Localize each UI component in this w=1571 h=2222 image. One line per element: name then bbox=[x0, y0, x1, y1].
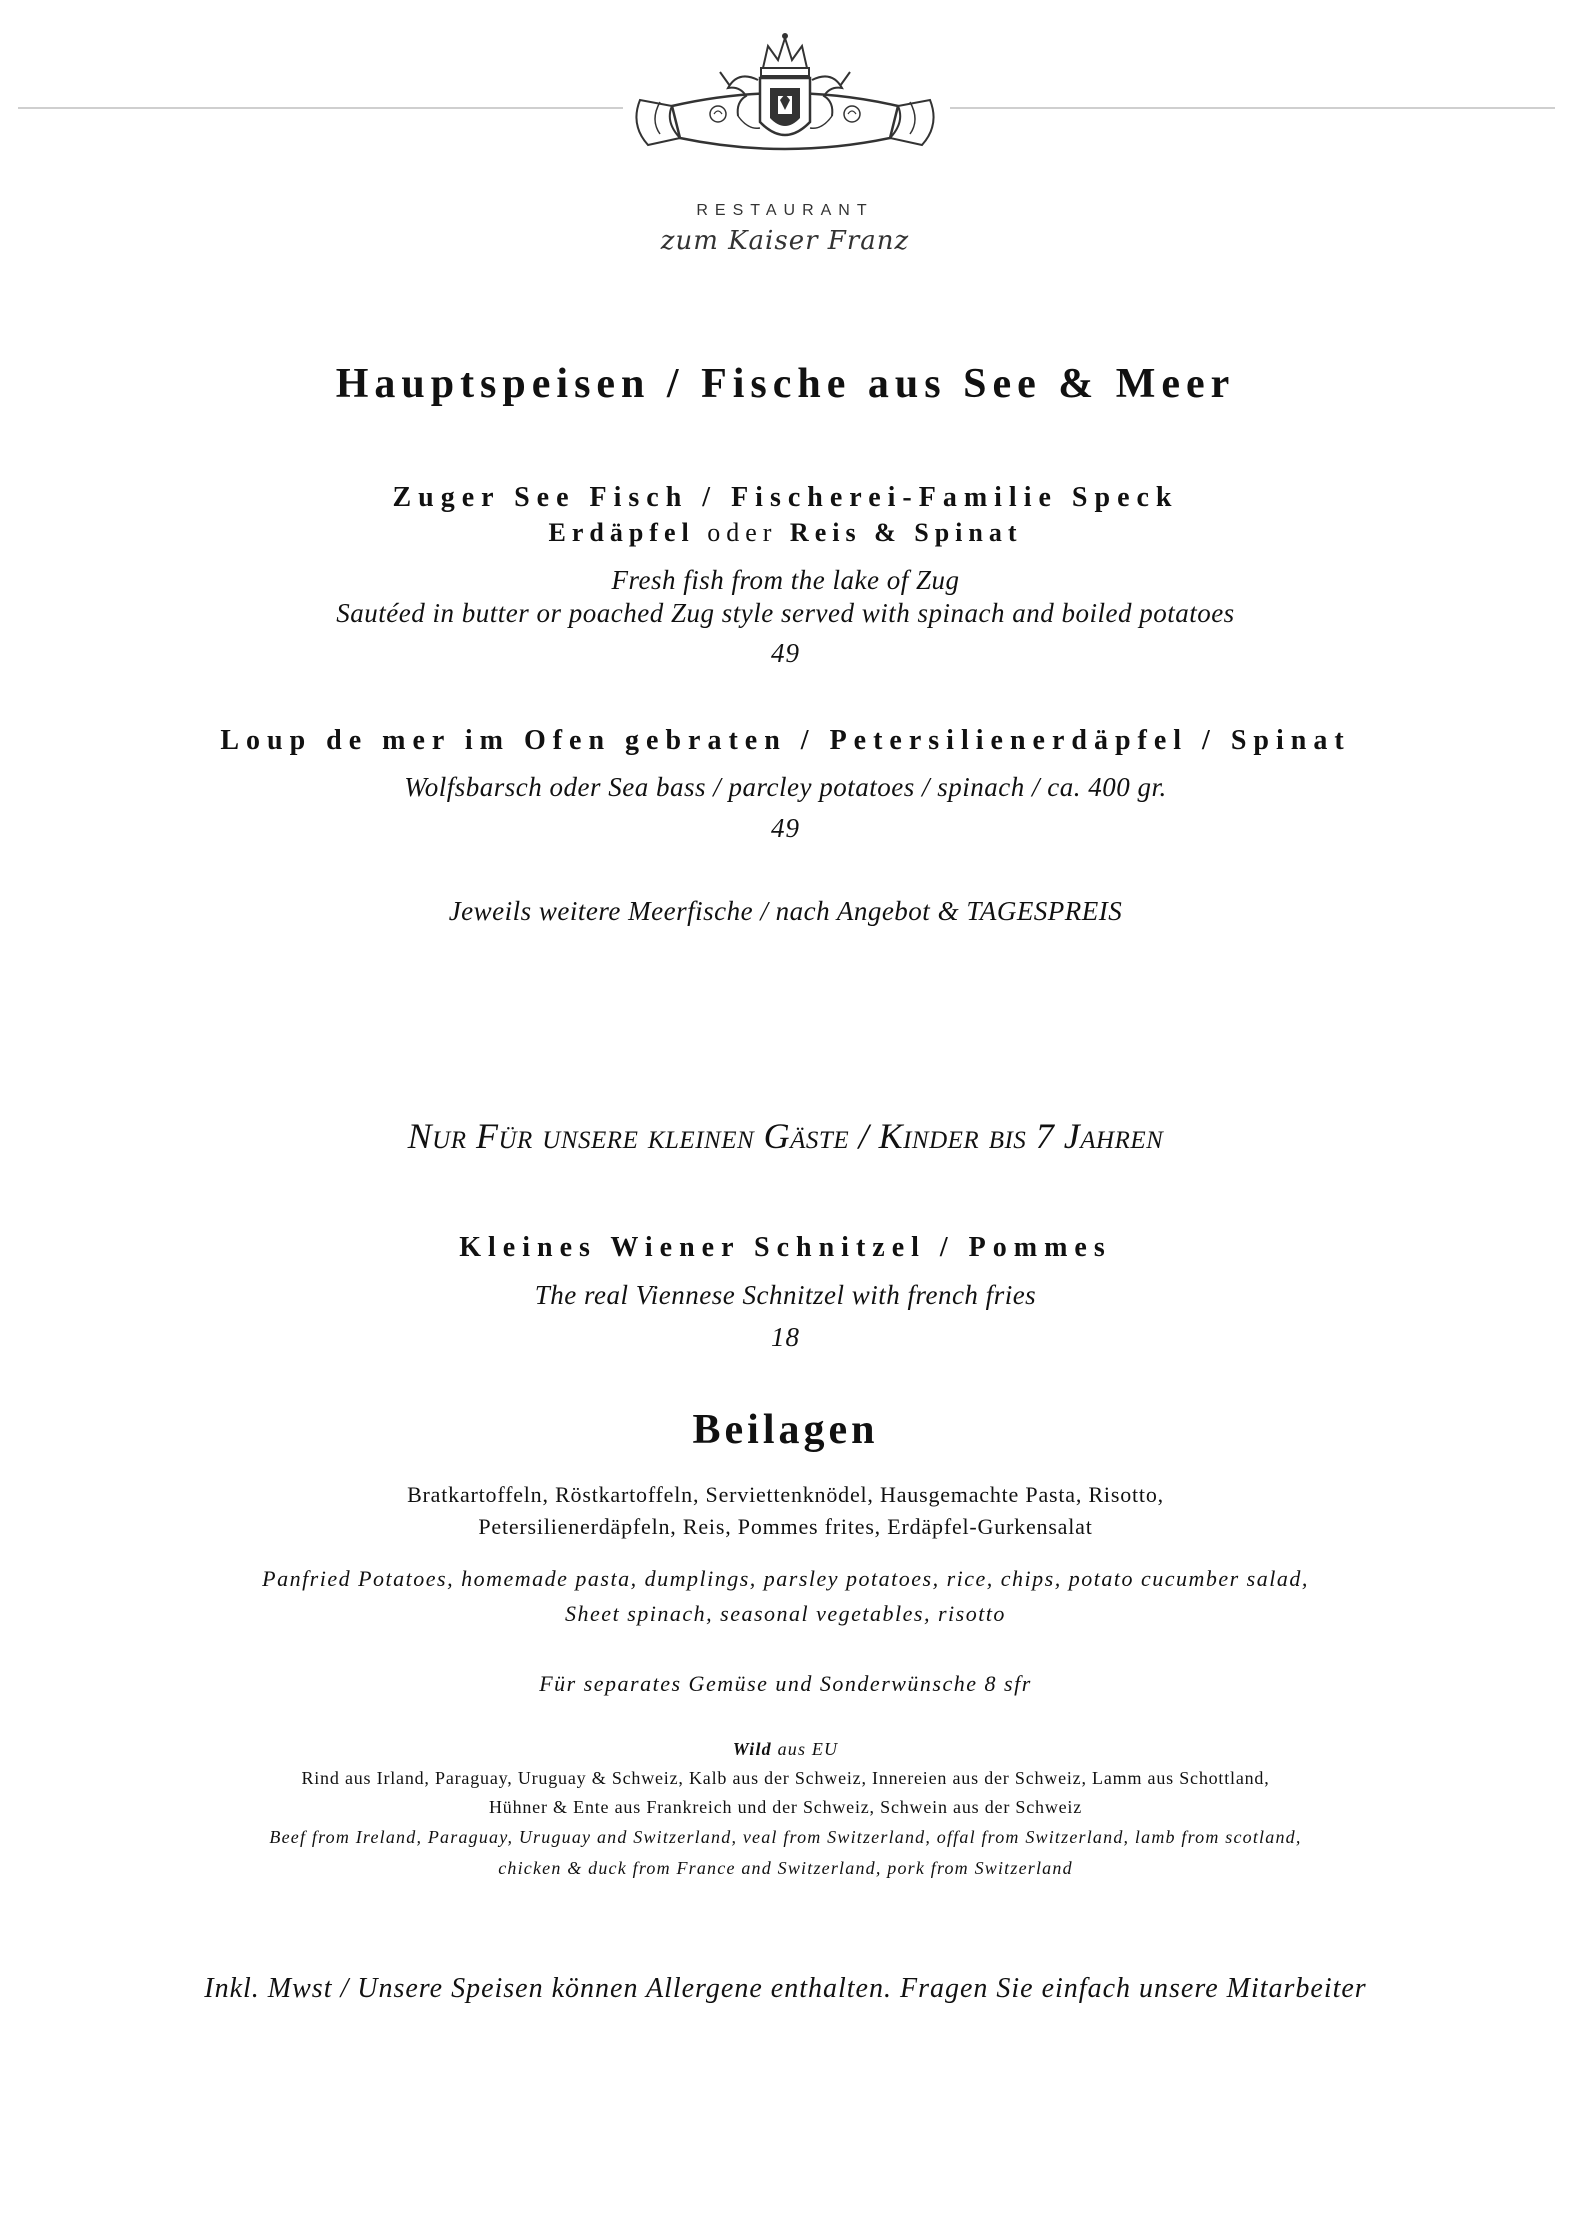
dish1-sub-part2: oder bbox=[707, 518, 778, 547]
origin-wild-rest: aus EU bbox=[777, 1739, 839, 1759]
kids-dish-desc: The real Viennese Schnitzel with french fries bbox=[534, 1280, 1037, 1310]
sides-section-title: Beilagen bbox=[692, 1407, 879, 1453]
logo-restaurant-word: RESTAURANT bbox=[696, 202, 874, 219]
origin-en-line2: chicken & duck from France and Switzerland, pork from Switzerland bbox=[498, 1858, 1073, 1878]
footer-note: Inkl. Mwst / Unsere Speisen können Allergene enthalten. Fragen Sie einfach unsere Mitarbeiter bbox=[204, 1973, 1367, 2004]
origin-en-line1: Beef from Ireland, Paraguay, Uruguay and Switzerland, veal from Switzerland, offal from Switzerland, lamb from scotland, bbox=[269, 1827, 1302, 1847]
dish1-title: Zuger See Fisch / Fischerei-Familie Speck bbox=[392, 482, 1179, 513]
dish2-desc: Wolfsbarsch oder Sea bass / parcley potatoes / spinach / ca. 400 gr. bbox=[404, 772, 1167, 802]
kids-dish-price: 18 bbox=[771, 1322, 800, 1352]
sides-en-line1: Panfried Potatoes, homemade pasta, dumplings, parsley potatoes, rice, chips, potato cucumber salad, bbox=[262, 1566, 1309, 1591]
dish1-desc1: Fresh fish from the lake of Zug bbox=[611, 565, 960, 595]
dish1-subtitle bbox=[0, 518, 1571, 548]
dish1-desc2: Sautéed in butter or poached Zug style served with spinach and boiled potatoes bbox=[336, 598, 1235, 628]
dish2-price: 49 bbox=[771, 813, 800, 843]
dish1-sub-part3: Reis & Spinat bbox=[789, 518, 1023, 547]
logo-restaurant-name: zum Kaiser Franz bbox=[660, 226, 910, 256]
origin-de-line2: Hühner & Ente aus Frankreich und der Schweiz, Schwein aus der Schweiz bbox=[488, 1797, 1083, 1817]
fish-section-title: Hauptspeisen / Fische aus See & Meer bbox=[335, 361, 1236, 407]
dish2-title: Loup de mer im Ofen gebraten / Petersilienerdäpfel / Spinat bbox=[220, 725, 1351, 756]
dish1-price: 49 bbox=[771, 638, 800, 668]
dish1-sub-part1: Erdäpfel bbox=[548, 518, 695, 547]
sides-en-line2: Sheet spinach, seasonal vegetables, risotto bbox=[565, 1601, 1006, 1626]
origin-de-line1: Rind aus Irland, Paraguay, Uruguay & Schweiz, Kalb aus der Schweiz, Innereien aus der Schweiz, Lamm aus Schottland, bbox=[301, 1768, 1270, 1788]
header-rule-left bbox=[18, 107, 623, 109]
sides-de-line2: Petersilienerdäpfeln, Reis, Pommes frites, Erdäpfel-Gurkensalat bbox=[478, 1514, 1093, 1539]
sides-extra-note: Für separates Gemüse und Sonderwünsche 8 sfr bbox=[539, 1671, 1032, 1696]
origin-wild-bold: Wild bbox=[732, 1739, 772, 1759]
origin-wild-line bbox=[0, 1739, 1571, 1760]
sides-de-line1: Bratkartoffeln, Röstkartoffeln, Serviettenknödel, Hausgemachte Pasta, Risotto, bbox=[407, 1482, 1164, 1507]
kids-dish-title: Kleines Wiener Schnitzel / Pommes bbox=[459, 1232, 1112, 1263]
fish-note: Jeweils weitere Meerfische / nach Angebot & TAGESPREIS bbox=[448, 896, 1123, 926]
kids-section-title: Nur Für unsere kleinen Gäste / Kinder bis 7 Jahren bbox=[407, 1116, 1164, 1156]
crest-icon bbox=[620, 30, 950, 200]
header-rule-right bbox=[950, 107, 1555, 109]
restaurant-logo bbox=[620, 30, 950, 256]
